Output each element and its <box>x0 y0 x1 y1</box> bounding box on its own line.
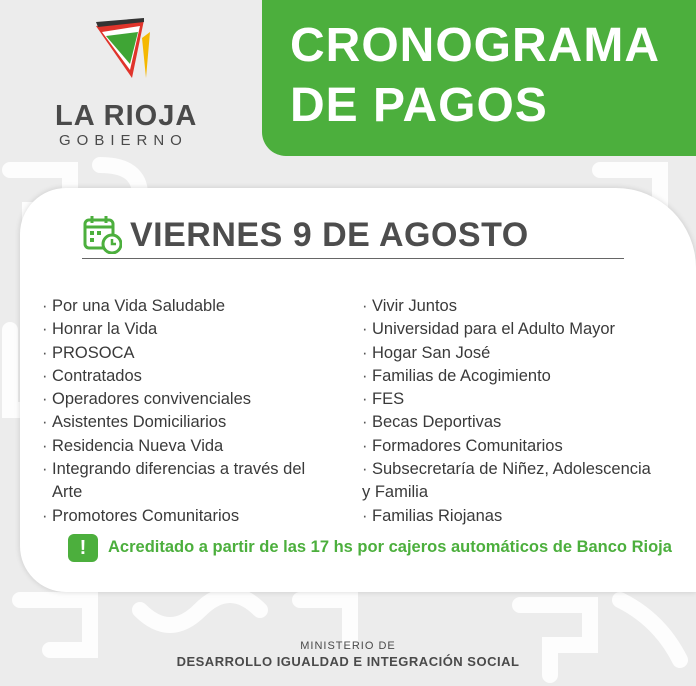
notice-text: Acreditado a partir de las 17 hs por cajeros automáticos de Banco Rioja <box>108 538 672 556</box>
list-item: · Subsecretaría de Niñez, Adolescencia <box>362 458 651 481</box>
list-item-continuation: Arte <box>52 483 83 502</box>
list-item: · Por una Vida Saludable <box>42 295 305 318</box>
la-rioja-logo <box>50 12 210 149</box>
footer-ministry-name: DESARROLLO IGUALDAD E INTEGRACIÓN SOCIAL <box>176 654 520 669</box>
logo-name: LA RIOJA <box>55 100 198 132</box>
program-list-left <box>42 295 305 528</box>
list-item: · Residencia Nueva Vida <box>42 435 305 458</box>
header-title-line2: DE PAGOS <box>290 79 548 132</box>
list-item: · Hogar San José <box>362 342 651 365</box>
list-item: · Integrando diferencias a través del <box>42 458 305 481</box>
logo-emblem-icon <box>94 18 156 86</box>
list-item: · Contratados <box>42 365 305 388</box>
logo-subtitle: GOBIERNO <box>59 132 188 149</box>
exclamation-icon: ! <box>68 534 98 562</box>
program-list-right <box>362 295 651 528</box>
list-item-continuation: y Familia <box>362 483 429 502</box>
header-title-box <box>262 0 696 156</box>
list-item: · Familias Riojanas <box>362 505 651 528</box>
list-item: · Operadores convivenciales <box>42 388 305 411</box>
list-item: · Becas Deportivas <box>362 411 651 434</box>
list-item: · Asistentes Domiciliarios <box>42 411 305 434</box>
list-item: · Familias de Acogimiento <box>362 365 651 388</box>
list-item: · Honrar la Vida <box>42 318 305 341</box>
list-item: · PROSOCA <box>42 342 305 365</box>
date-text: VIERNES 9 DE AGOSTO <box>130 216 529 254</box>
list-item: · Universidad para el Adulto Mayor <box>362 318 651 341</box>
list-item: · FES <box>362 388 651 411</box>
schedule-card <box>20 188 696 592</box>
heading-divider <box>82 258 624 259</box>
calendar-clock-icon <box>82 214 122 254</box>
footer-ministry-label: MINISTERIO DE <box>300 640 396 652</box>
list-item: · Promotores Comunitarios <box>42 505 305 528</box>
list-item: · Formadores Comunitarios <box>362 435 651 458</box>
header-title-line1: CRONOGRAMA <box>290 19 660 72</box>
list-item: · Vivir Juntos <box>362 295 651 318</box>
